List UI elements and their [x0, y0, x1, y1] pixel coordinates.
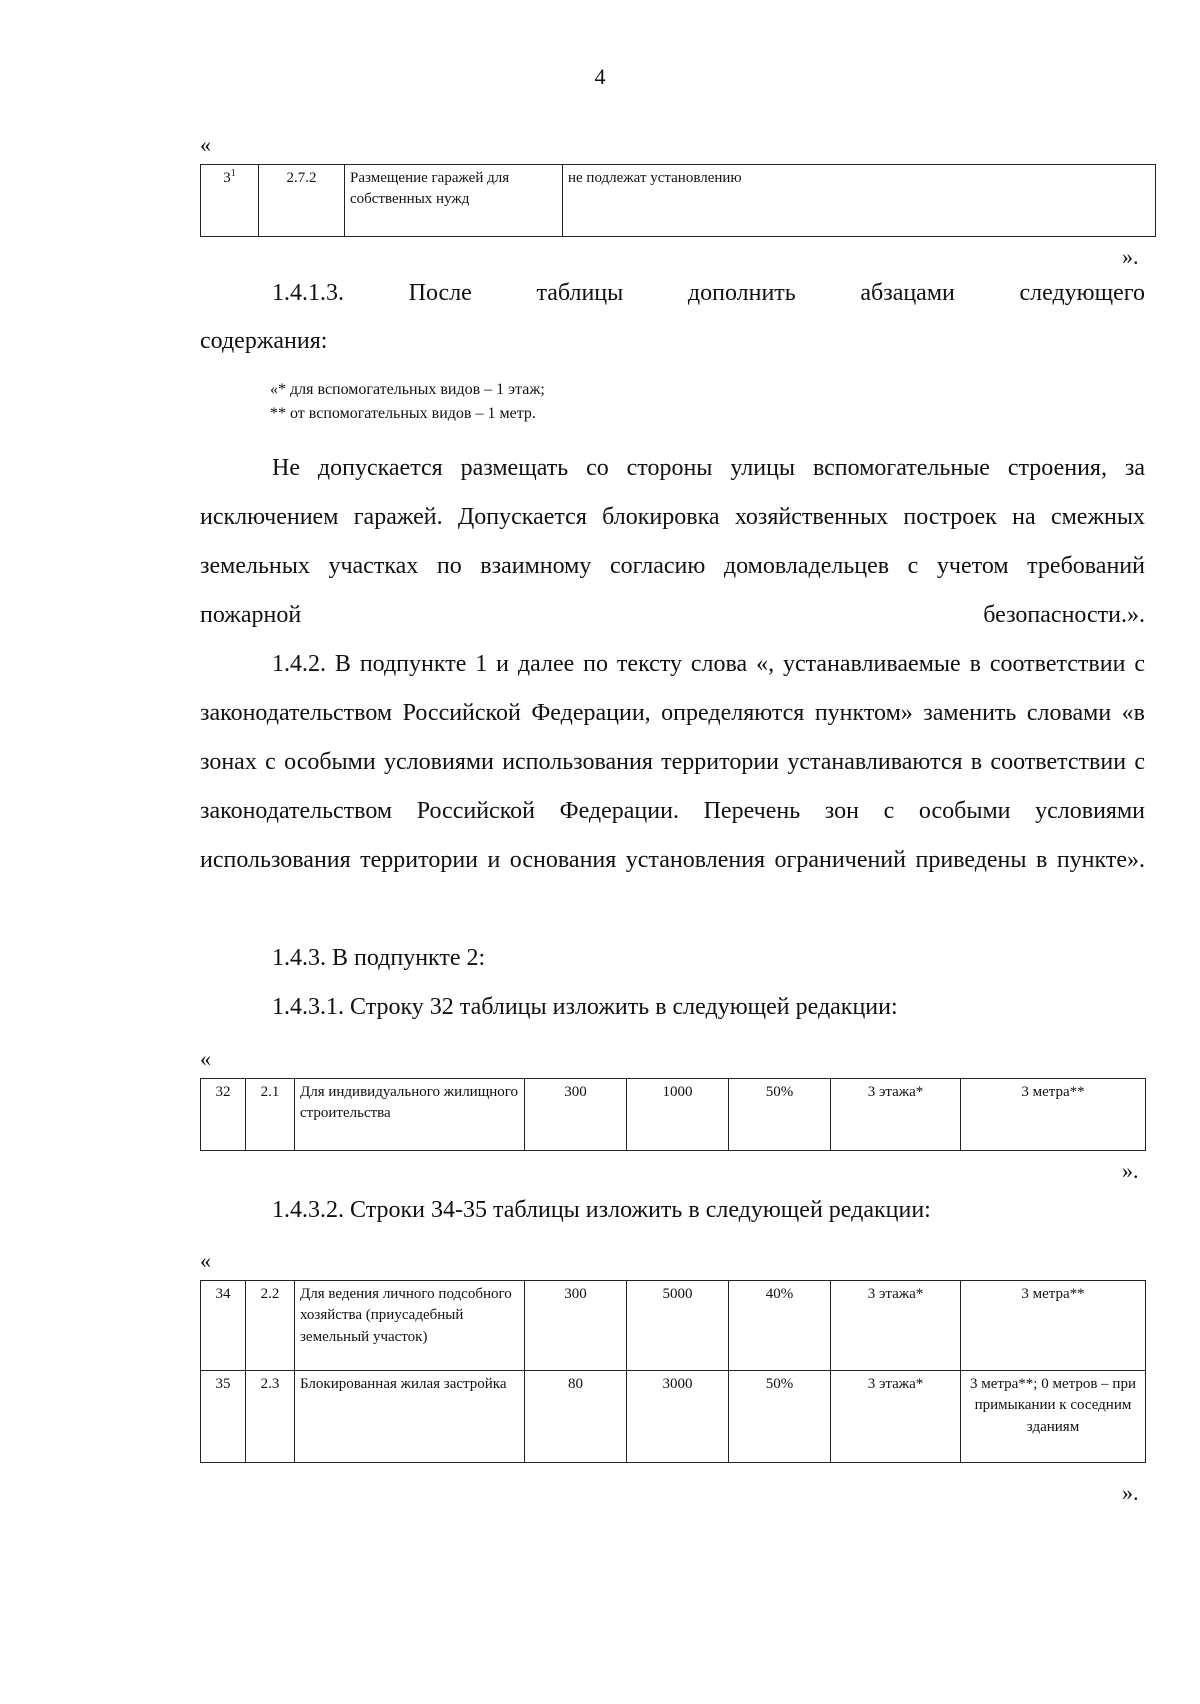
paragraph-line-2: содержания: — [200, 328, 328, 354]
table1-value-cell: не подлежат установлению — [563, 165, 1156, 237]
table2 — [200, 1078, 1146, 1151]
row-setback: 3 метра** — [961, 1079, 1146, 1151]
paragraph-line-1 — [272, 278, 1145, 308]
word: следующего — [1019, 280, 1145, 306]
table1-quote-open: « — [200, 132, 211, 157]
row-code: 2.3 — [246, 1371, 295, 1463]
word: таблицы — [536, 280, 624, 306]
row-code: 2.1 — [246, 1079, 295, 1151]
row-floors: 3 этажа* — [831, 1079, 961, 1151]
row-name: Для индивидуального жилищного строительства — [295, 1079, 525, 1151]
table-row — [201, 1371, 1146, 1463]
paragraph-1-4-3: 1.4.3. В подпункте 2: — [272, 945, 486, 971]
row-percent: 50% — [729, 1079, 831, 1151]
row-max-area: 1000 — [627, 1079, 729, 1151]
table1-num-cell — [201, 165, 259, 237]
row-floors: 3 этажа* — [831, 1281, 961, 1371]
row-min-area: 300 — [525, 1281, 627, 1371]
table3-quote-open: « — [200, 1248, 211, 1273]
row-min-area: 300 — [525, 1079, 627, 1151]
row-name: Блокированная жилая застройка — [295, 1371, 525, 1463]
table2-quote-close: ». — [1122, 1158, 1139, 1183]
row-num: 35 — [201, 1371, 246, 1463]
table1-name-cell: Размещение гаражей для собственных нужд — [345, 165, 563, 237]
paragraph-1-4-3-2: 1.4.3.2. Строки 34-35 таблицы изложить в следующей редакции: — [272, 1197, 931, 1223]
table-row — [201, 165, 1156, 237]
table-row — [201, 1281, 1146, 1371]
paragraph-restrictions: Не допускается размещать со стороны улицы вспомогательные строения, за исключением гаражей. Допускается блокировка хозяйственных построек на смежных земельных участках по взаимному согласию домовладельцев с учетом требований пожарной безопасности.». — [200, 455, 1145, 628]
table1-code-cell: 2.7.2 — [259, 165, 345, 237]
row-percent: 40% — [729, 1281, 831, 1371]
row-num: 34 — [201, 1281, 246, 1371]
word: После — [408, 280, 472, 306]
page-number: 4 — [594, 64, 606, 89]
table1 — [200, 164, 1156, 237]
row-num-superscript: 1 — [230, 168, 236, 179]
row-percent: 50% — [729, 1371, 831, 1463]
row-floors: 3 этажа* — [831, 1371, 961, 1463]
footnote-1: «* для вспомогательных видов – 1 этаж; — [270, 381, 545, 398]
footnote-2: ** от вспомогательных видов – 1 метр. — [270, 405, 536, 422]
row-code: 2.2 — [246, 1281, 295, 1371]
paragraph-1-4-2: 1.4.2. В подпункте 1 и далее по тексту слова «, устанавливаемые в соответствии с законодательством Российской Федерации, определяются пунктом» заменить словами «в зонах с особыми условиями использования территории устанавливаются в соответствии с законодательством Российской Федерации. Перечень зон с особыми условиями использования территории и основания установления ограничений приведены в пункте». — [200, 651, 1145, 873]
row-max-area: 3000 — [627, 1371, 729, 1463]
table-row — [201, 1079, 1146, 1151]
row-setback: 3 метра**; 0 метров – при примыкании к соседним зданиям — [961, 1371, 1146, 1463]
row-num: 3 — [223, 170, 231, 186]
word: дополнить — [687, 280, 796, 306]
table3-quote-close: ». — [1122, 1480, 1139, 1505]
word: абзацами — [860, 280, 955, 306]
row-setback: 3 метра** — [961, 1281, 1146, 1371]
table2-quote-open: « — [200, 1046, 211, 1071]
row-name: Для ведения личного подсобного хозяйства (приусадебный земельный участок) — [295, 1281, 525, 1371]
table1-quote-close: ». — [1122, 244, 1139, 269]
table3 — [200, 1280, 1146, 1463]
row-max-area: 5000 — [627, 1281, 729, 1371]
paragraph-1-4-3-1: 1.4.3.1. Строку 32 таблицы изложить в следующей редакции: — [272, 994, 898, 1020]
word: 1.4.1.3. — [272, 280, 344, 306]
row-num: 32 — [201, 1079, 246, 1151]
row-min-area: 80 — [525, 1371, 627, 1463]
